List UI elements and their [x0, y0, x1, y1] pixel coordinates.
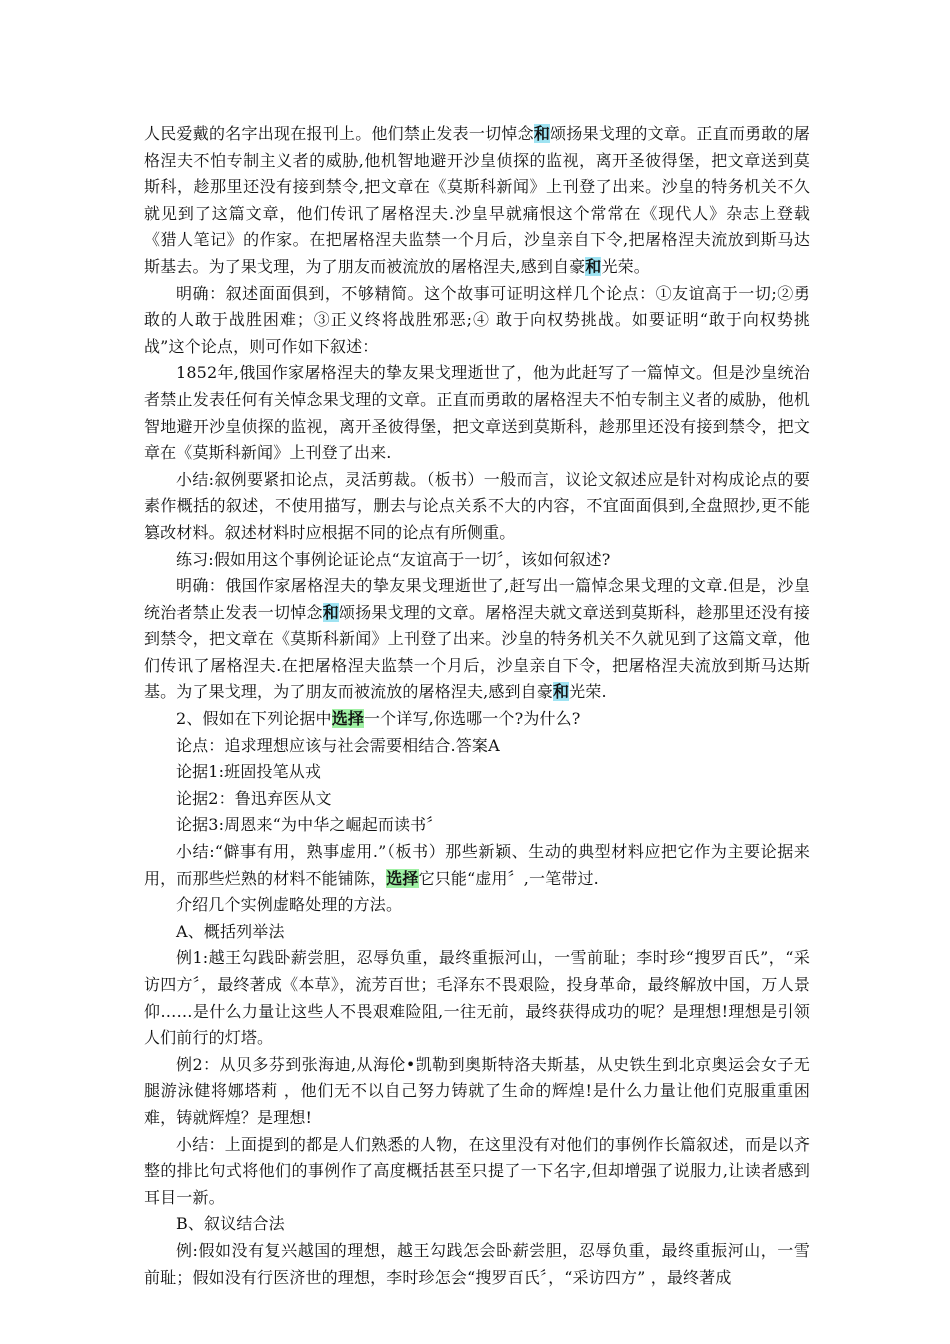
- highlighted-word: 选择: [386, 868, 419, 888]
- text-run: 论据1:班固投笔从戎: [176, 762, 322, 782]
- paragraph: [144, 360, 810, 466]
- highlighted-word: 和: [585, 256, 602, 276]
- paragraph: [144, 706, 810, 733]
- paragraph: [144, 1132, 810, 1212]
- paragraph: [144, 919, 810, 946]
- paragraph: [144, 1052, 810, 1132]
- paragraph: [144, 547, 810, 574]
- text-run: 人民爱戴的名字出现在报刊上。他们禁止发表一切悼念: [144, 124, 534, 143]
- highlighted-word: 和: [553, 682, 570, 702]
- paragraph: [144, 281, 810, 361]
- text-run: 一个详写,你选哪一个?为什么?: [364, 709, 581, 729]
- highlighted-word: 和: [322, 602, 339, 622]
- text-run: 明确：叙述面面俱到，不够精简。这个故事可证明这样几个论点：①友谊高于一切;②勇敢的人敢于战胜困难；③正义终将战胜邪恶;④ 敢于向权势挑战。如要证明“敢于向权势挑战”这个论点，则可作如下叙述：: [144, 283, 810, 356]
- paragraph: [144, 892, 810, 919]
- text-run: 论据2：鲁迅弃医从文: [176, 788, 332, 808]
- text-run: 明确：俄国作家屠格涅夫的挚友果戈理逝世了,赶写出一篇悼念果戈理的文章.但是，沙皇统治者禁止发表一切悼念: [144, 576, 810, 622]
- document-body: [144, 121, 810, 1291]
- paragraph: [144, 1238, 810, 1291]
- text-run: 练习:假如用这个事例论证论点“友谊高于一切〞，该如何叙述?: [176, 549, 611, 569]
- text-run: 例1:越王勾践卧薪尝胆，忍辱负重，最终重振河山，一雪前耻；李时珍“搜罗百氏”，“采访四方〞，最终著成《本草》，流芳百世；毛泽东不畏艰险，投身革命，最终解放中国，万人景仰……是什么力量让这些人不畏艰难险阻,一往无前，最终获得成功的呢？是理想!理想是引领人们前行的灯塔。: [144, 948, 810, 1048]
- text-run: 介绍几个实例虚略处理的方法。: [176, 895, 403, 915]
- paragraph: [144, 733, 810, 760]
- text-run: 颂扬果戈理的文章。屠格涅夫就文章送到莫斯科，趁那里还没有接到禁令，把文章在《莫斯科新闻》上刊登了出来。沙皇的特务机关不久就见到了这篇文章，他们传讯了屠格涅夫.在把屠格涅夫监禁一个月后，沙皇亲自下令，把屠格涅夫流放到斯马达斯基。为了果戈理，为了朋友而被流放的屠格涅夫,感到自豪: [144, 602, 810, 702]
- paragraph: [144, 573, 810, 706]
- text-run: 论据3:周恩来“为中华之崛起而读书〞: [176, 815, 443, 835]
- text-run: 例2：从贝多芬到张海迪,从海伦•凯勒到奥斯特洛夫斯基，从史铁生到北京奥运会女子无腿游泳健将娜塔莉 ，他们无不以自己努力铸就了生命的辉煌!是什么力量让他们克服重重困难，铸就辉煌？是理想!: [144, 1054, 810, 1127]
- paragraph: [144, 839, 810, 892]
- text-run: A、概括列举法: [176, 921, 285, 941]
- text-run: 颂扬果戈理的文章。正直而勇敢的屠格涅夫不怕专制主义者的威胁,他机智地避开沙皇侦探的监视，离开圣彼得堡，把文章送到莫斯科，趁那里还没有接到禁令,把文章在《莫斯科新闻》上刊登了出来。沙皇的特务机关不久就见到了这篇文章，他们传讯了屠格涅夫.沙皇早就痛恨这个常常在《现代人》杂志上登载《猎人笔记》的作家。在把屠格涅夫监禁一个月后，沙皇亲自下令,把屠格涅夫流放到斯马达斯基去。为了果戈理，为了朋友而被流放的屠格涅夫,感到自豪: [144, 124, 810, 276]
- text-run: 论点：追求理想应该与社会需要相结合.答案A: [176, 735, 500, 755]
- paragraph: [144, 759, 810, 786]
- text-run: 小结：上面提到的都是人们熟悉的人物，在这里没有对他们的事例作长篇叙述，而是以齐整的排比句式将他们的事例作了高度概括甚至只提了一下名字,但却增强了说服力,让读者感到耳目一新。: [144, 1134, 810, 1207]
- text-run: 2、假如在下列论据中: [176, 709, 332, 729]
- paragraph: [144, 786, 810, 813]
- text-run: 1852年,俄国作家屠格涅夫的挚友果戈理逝世了，他为此赶写了一篇悼文。但是沙皇统治者禁止发表任何有关悼念果戈理的文章。正直而勇敢的屠格涅夫不怕专制主义者的威胁，他机智地避开沙皇侦探的监视，离开圣彼得堡，把文章送到莫斯科，趁那里还没有接到禁令，把文章在《莫斯科新闻》上刊登了出来.: [144, 363, 810, 463]
- paragraph: [144, 945, 810, 1051]
- text-run: 小结:“僻事有用，熟事虚用.”（板书）那些新颖、生动的典型材料应把它作为主要论据来用，而那些烂熟的材料不能铺陈，: [144, 842, 810, 888]
- paragraph: [144, 812, 810, 839]
- text-run: 小结:叙例要紧扣论点，灵活剪裁。（板书）一般而言，议论文叙述应是针对构成论点的要素作概括的叙述，不使用描写，删去与论点关系不大的内容，不宜面面俱到,全盘照抄,更不能篡改材料。叙述材料时应根据不同的论点有所侧重。: [144, 469, 810, 542]
- text-run: 它只能“虚用〞,一笔带过.: [418, 868, 599, 888]
- text-run: 光荣.: [569, 682, 607, 702]
- highlighted-word: 和: [533, 124, 551, 143]
- paragraph: [144, 467, 810, 547]
- text-run: 光荣。: [601, 256, 650, 276]
- text-run: 例:假如没有复兴越国的理想，越王勾践怎会卧薪尝胆，忍辱负重，最终重振河山，一雪前耻；假如没有行医济世的理想，李时珍怎会“搜罗百氏〞，“采访四方” ，最终著成: [144, 1240, 810, 1287]
- paragraph: [144, 121, 810, 281]
- highlighted-word: 选择: [331, 709, 364, 729]
- paragraph: [144, 1211, 810, 1238]
- text-run: B、叙议结合法: [176, 1214, 285, 1234]
